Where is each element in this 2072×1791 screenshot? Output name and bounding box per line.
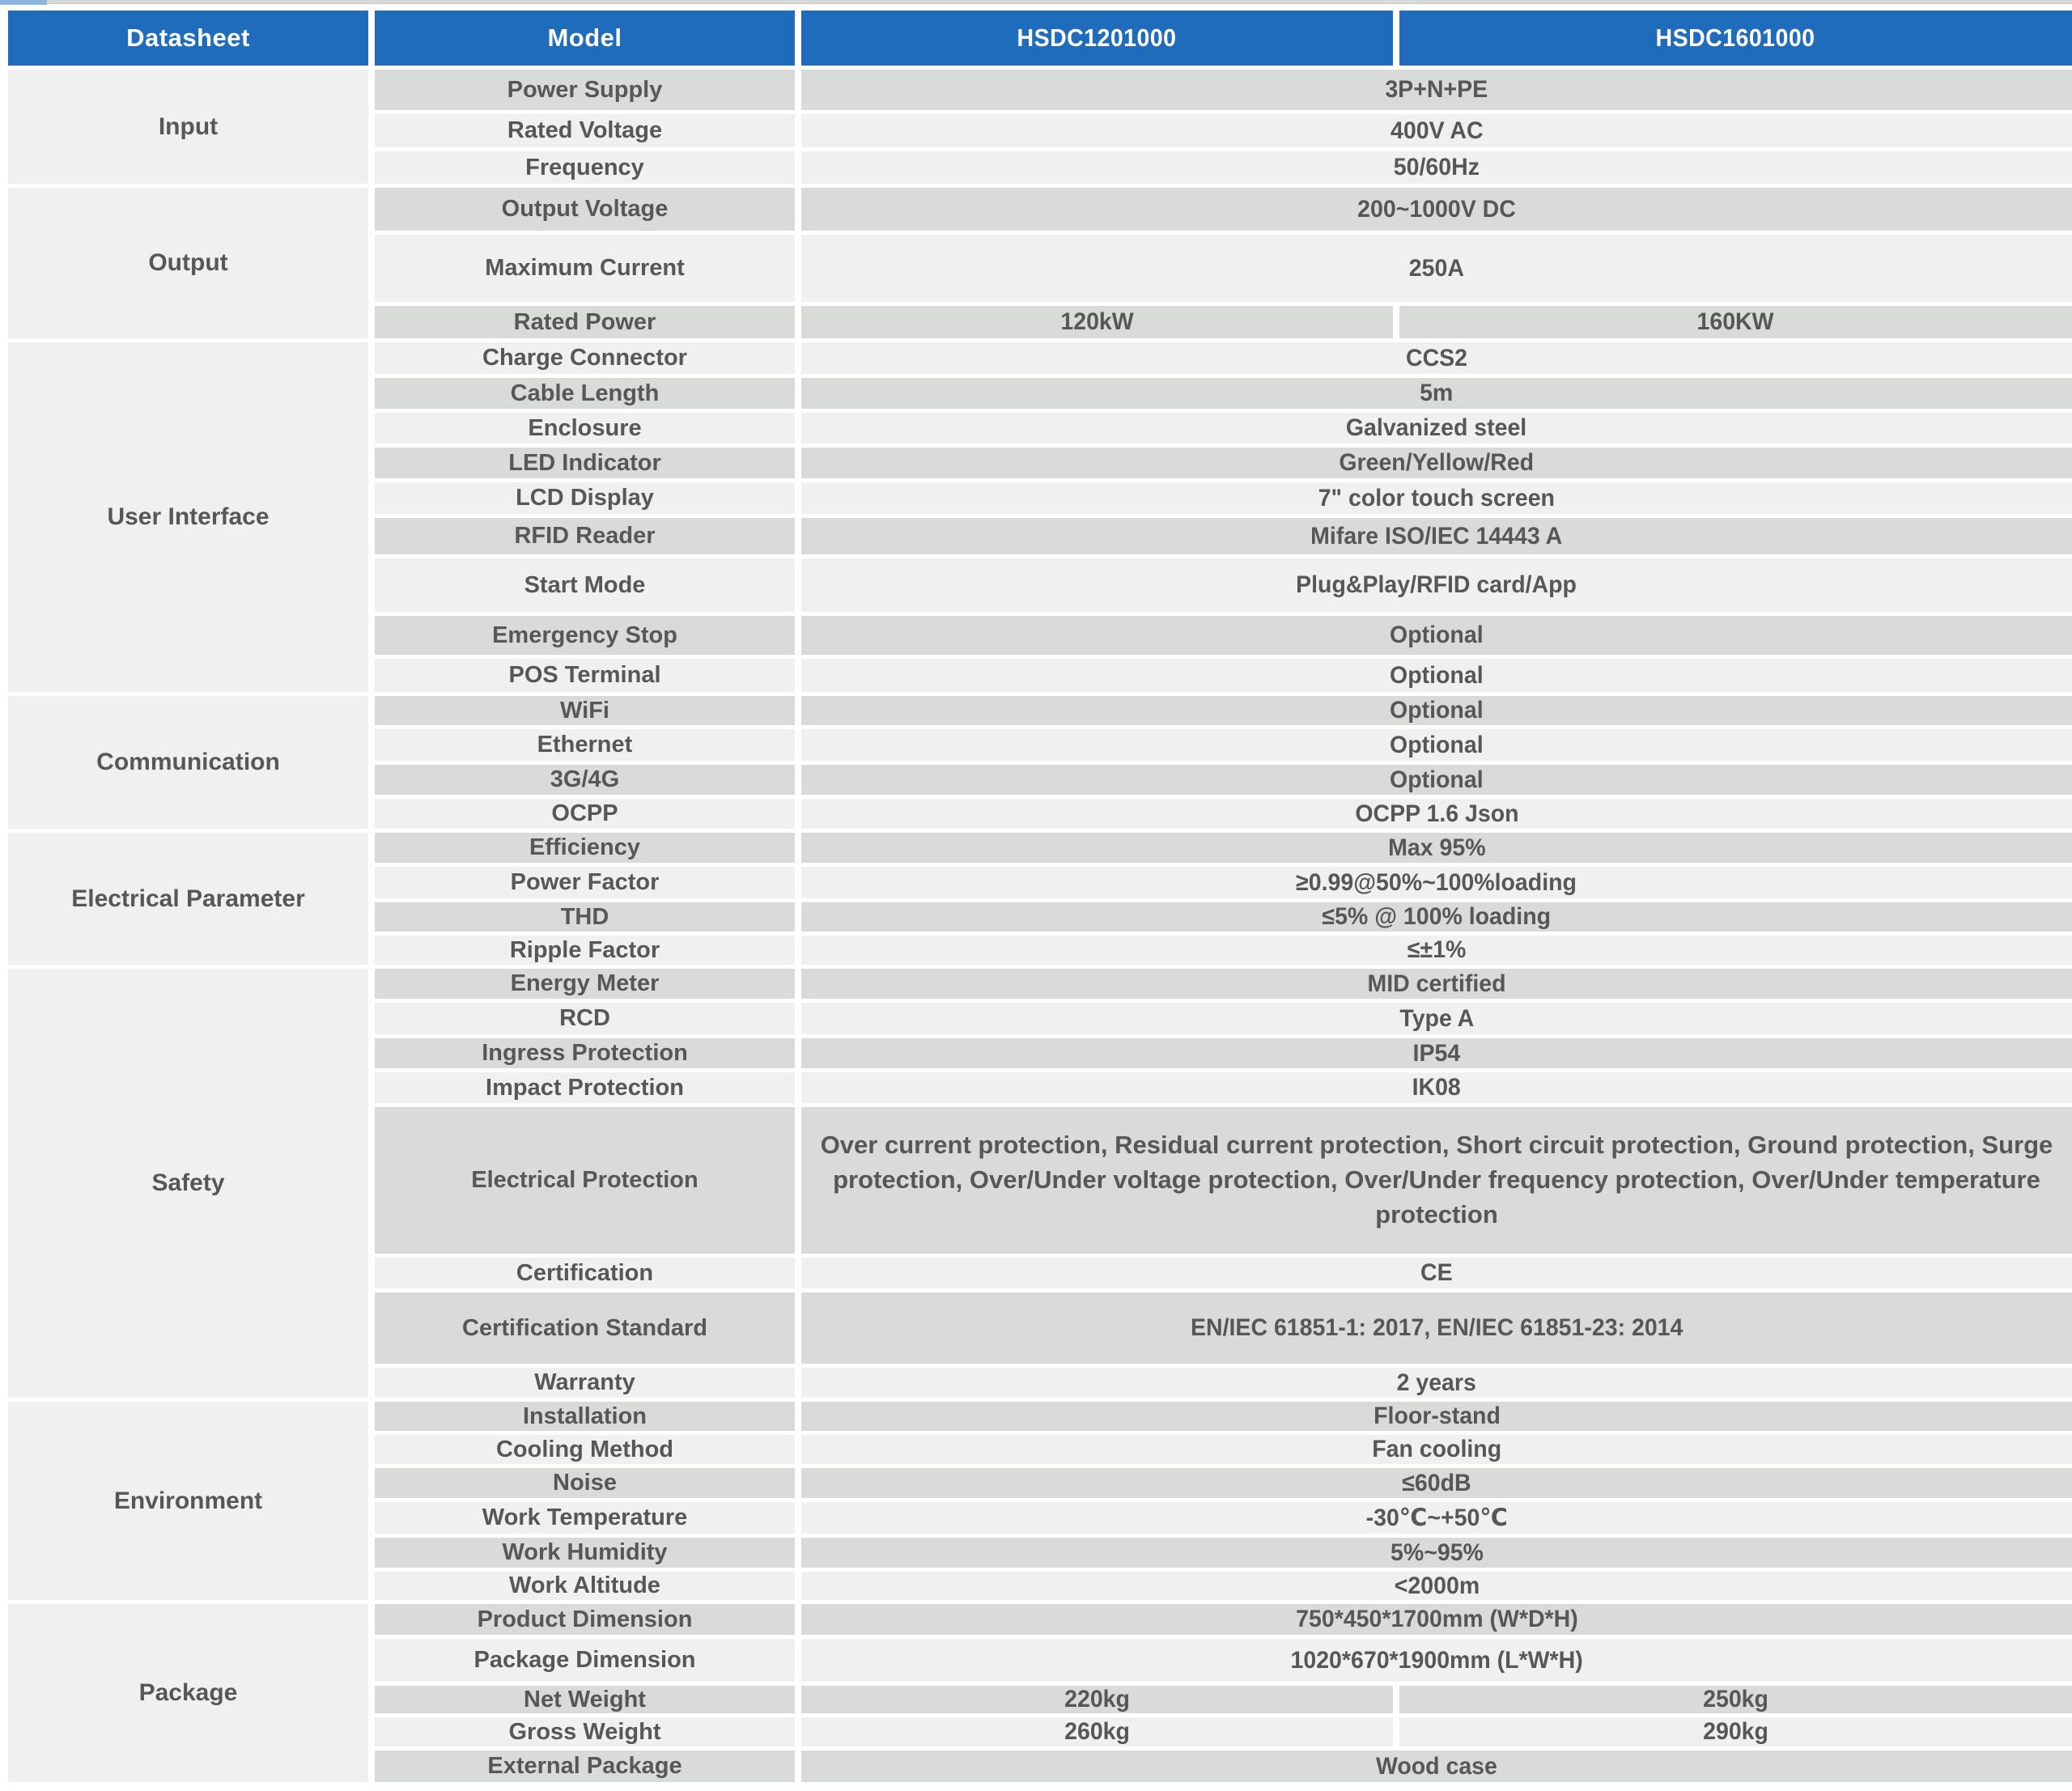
row-label-gross-weight: Gross Weight: [375, 1717, 795, 1746]
row-value-ripple-factor: [801, 936, 2072, 965]
section-label-package: Package: [8, 1604, 368, 1782]
section-label-output: Output: [8, 188, 368, 338]
row-label-ocpp: OCPP: [375, 799, 795, 829]
row-label-rated-voltage: Rated Voltage: [375, 114, 795, 147]
row-label-ingress-protection: Ingress Protection: [375, 1038, 795, 1068]
value-text: MID certified: [1367, 970, 1506, 997]
row-label-power-supply: Power Supply: [375, 70, 795, 110]
row-value-net-weight-hsdc1201000: [801, 1686, 1393, 1713]
row-label-noise: Noise: [375, 1468, 795, 1498]
value-text: Floor-stand: [1373, 1403, 1501, 1429]
row-label-charge-connector: Charge Connector: [375, 342, 795, 374]
value-text: 200~1000V DC: [1357, 195, 1516, 223]
row-value-led-indicator: [801, 448, 2072, 478]
row-value-ethernet: [801, 729, 2072, 761]
model-a-text: HSDC1201000: [1017, 23, 1177, 52]
top-strip-blue-segment: [0, 0, 47, 5]
row-label-installation: Installation: [375, 1402, 795, 1431]
value-text: ≥0.99@50%~100%loading: [1296, 868, 1577, 896]
row-value-output-voltage: [801, 188, 2072, 231]
row-label-warranty: Warranty: [375, 1368, 795, 1398]
value-text: ≤±1%: [1407, 936, 1467, 963]
row-label-rcd: RCD: [375, 1003, 795, 1034]
row-value-cooling-method: [801, 1435, 2072, 1464]
row-value-warranty: [801, 1368, 2072, 1398]
value-text: CE: [1420, 1259, 1453, 1286]
row-label-package-dimension: Package Dimension: [375, 1639, 795, 1682]
header-cell-model: Model: [375, 11, 795, 66]
row-label-certification: Certification: [375, 1258, 795, 1288]
row-label-enclosure: Enclosure: [375, 413, 795, 444]
row-value-rated-power-hsdc1201000: [801, 306, 1393, 338]
value-text: OCPP 1.6 Json: [1354, 800, 1519, 827]
value-text: 5%~95%: [1390, 1538, 1484, 1566]
value-text: Plug&Play/RFID card/App: [1296, 571, 1577, 598]
value-text: 1020*670*1900mm (L*W*H): [1290, 1646, 1583, 1674]
value-text: Optional: [1390, 661, 1484, 689]
row-label-cooling-method: Cooling Method: [375, 1435, 795, 1464]
section-label-electrical-parameter: Electrical Parameter: [8, 833, 368, 965]
row-label-start-mode: Start Mode: [375, 558, 795, 612]
row-label-frequency: Frequency: [375, 151, 795, 184]
row-label-maximum-current: Maximum Current: [375, 235, 795, 302]
value-text: 400V AC: [1390, 117, 1484, 144]
row-label-wifi: WiFi: [375, 696, 795, 725]
row-label-lcd-display: LCD Display: [375, 482, 795, 514]
value-text: <2000m: [1394, 1572, 1480, 1599]
value-text: Optional: [1390, 697, 1484, 724]
value-text: Optional: [1390, 766, 1484, 793]
value-text: ≤5% @ 100% loading: [1322, 903, 1552, 930]
row-label-ripple-factor: Ripple Factor: [375, 936, 795, 965]
value-text: Fan cooling: [1372, 1436, 1501, 1462]
row-label-output-voltage: Output Voltage: [375, 188, 795, 231]
row-label-work-altitude: Work Altitude: [375, 1572, 795, 1600]
top-edge-strip: [0, 0, 2072, 5]
section-label-input: Input: [8, 70, 368, 184]
value-text: 260kg: [1064, 1718, 1130, 1745]
row-label-rfid-reader: RFID Reader: [375, 518, 795, 554]
value-text: 250kg: [1703, 1686, 1768, 1712]
row-label-energy-meter: Energy Meter: [375, 969, 795, 999]
row-label-cable-length: Cable Length: [375, 378, 795, 409]
header-cell-model-hsdc1601000: [1399, 11, 2072, 66]
row-value-frequency: [801, 151, 2072, 184]
row-value-certification: [801, 1258, 2072, 1288]
row-value-rated-power-hsdc1601000: [1399, 306, 2072, 338]
value-text: IP54: [1412, 1039, 1461, 1067]
row-label-3g-4g: 3G/4G: [375, 765, 795, 795]
row-value-gross-weight-hsdc1201000: [801, 1717, 1393, 1746]
row-value-installation: [801, 1402, 2072, 1431]
row-value-net-weight-hsdc1601000: [1399, 1686, 2072, 1713]
value-text: Max 95%: [1387, 834, 1486, 861]
row-label-efficiency: Efficiency: [375, 833, 795, 863]
row-value-rated-voltage: [801, 114, 2072, 147]
row-value-gross-weight-hsdc1601000: [1399, 1717, 2072, 1746]
value-text: -30℃~+50℃: [1365, 1505, 1508, 1531]
row-value-product-dimension: [801, 1604, 2072, 1635]
row-value-work-altitude: [801, 1572, 2072, 1600]
row-label-certification-standard: Certification Standard: [375, 1292, 795, 1364]
row-value-rfid-reader: [801, 518, 2072, 554]
row-value-lcd-display: [801, 482, 2072, 514]
header-cell-datasheet: Datasheet: [8, 11, 368, 66]
value-text: Green/Yellow/Red: [1339, 449, 1535, 476]
row-value-emergency-stop: [801, 616, 2072, 655]
value-text: 7" color touch screen: [1318, 484, 1556, 511]
row-value-impact-protection: [801, 1072, 2072, 1103]
row-label-led-indicator: LED Indicator: [375, 448, 795, 478]
value-text: CCS2: [1405, 344, 1468, 371]
row-value-thd: [801, 902, 2072, 932]
row-value-ingress-protection: [801, 1038, 2072, 1068]
row-value-noise: [801, 1468, 2072, 1498]
value-text: Mifare ISO/IEC 14443 A: [1310, 522, 1563, 550]
section-label-safety: Safety: [8, 969, 368, 1398]
row-value-work-humidity: [801, 1538, 2072, 1568]
value-text: 160KW: [1696, 308, 1775, 335]
row-label-work-temperature: Work Temperature: [375, 1502, 795, 1534]
row-value-package-dimension: [801, 1639, 2072, 1682]
row-value-start-mode: [801, 558, 2072, 612]
section-label-communication: Communication: [8, 696, 368, 829]
row-label-pos-terminal: POS Terminal: [375, 659, 795, 692]
section-label-environment: Environment: [8, 1402, 368, 1600]
row-value-work-temperature: [801, 1502, 2072, 1534]
value-text: 220kg: [1064, 1686, 1130, 1712]
row-label-rated-power: Rated Power: [375, 306, 795, 338]
row-label-thd: THD: [375, 902, 795, 932]
row-value-efficiency: [801, 833, 2072, 863]
row-label-electrical-protection: Electrical Protection: [375, 1107, 795, 1254]
row-value-ocpp: [801, 799, 2072, 829]
row-value-certification-standard: [801, 1292, 2072, 1364]
value-text: 3P+N+PE: [1385, 76, 1488, 103]
value-text: ≤60dB: [1402, 1469, 1471, 1496]
value-text: 290kg: [1703, 1718, 1768, 1745]
value-text: Wood case: [1376, 1752, 1497, 1780]
header-cell-model-hsdc1201000: [801, 11, 1393, 66]
row-value-3g-4g: [801, 765, 2072, 795]
row-value-energy-meter: [801, 969, 2072, 999]
row-label-impact-protection: Impact Protection: [375, 1072, 795, 1103]
value-text: 750*450*1700mm (W*D*H): [1295, 1606, 1578, 1632]
row-label-work-humidity: Work Humidity: [375, 1538, 795, 1568]
model-b-text: HSDC1601000: [1656, 23, 1815, 52]
value-text: Optional: [1390, 731, 1484, 758]
value-text: Over current protection, Residual current protection, Short circuit protection, Ground protection, Surge protection, Over/Under voltage protection, Over/Under frequency protection, Over/Under temperature protection: [820, 1131, 2053, 1229]
top-strip-gray-line: [47, 0, 2072, 4]
value-text: EN/IEC 61851-1: 2017, EN/IEC 61851-23: 2014: [1190, 1314, 1684, 1341]
row-label-external-package: External Package: [375, 1751, 795, 1782]
value-text: 120kW: [1060, 308, 1134, 335]
value-text: 50/60Hz: [1393, 154, 1480, 180]
row-label-emergency-stop: Emergency Stop: [375, 616, 795, 655]
row-value-pos-terminal: [801, 659, 2072, 692]
row-value-electrical-protection: [801, 1107, 2072, 1254]
row-label-power-factor: Power Factor: [375, 867, 795, 898]
value-text: Optional: [1390, 622, 1484, 648]
row-value-wifi: [801, 696, 2072, 725]
row-value-enclosure: [801, 413, 2072, 444]
row-value-power-supply: [801, 70, 2072, 110]
row-label-product-dimension: Product Dimension: [375, 1604, 795, 1635]
value-text: 2 years: [1396, 1369, 1477, 1396]
value-text: 250A: [1408, 254, 1465, 282]
row-value-charge-connector: [801, 342, 2072, 374]
datasheet-table: [8, 11, 2072, 1782]
value-text: Type A: [1399, 1004, 1474, 1032]
row-value-power-factor: [801, 867, 2072, 898]
row-value-cable-length: [801, 378, 2072, 409]
value-text: IK08: [1412, 1074, 1462, 1101]
row-value-rcd: [801, 1003, 2072, 1034]
value-text: Galvanized steel: [1346, 414, 1527, 441]
value-text: 5m: [1420, 380, 1454, 406]
section-label-user-interface: User Interface: [8, 342, 368, 692]
row-value-external-package: [801, 1751, 2072, 1782]
row-label-net-weight: Net Weight: [375, 1686, 795, 1713]
row-label-ethernet: Ethernet: [375, 729, 795, 761]
row-value-maximum-current: [801, 235, 2072, 302]
